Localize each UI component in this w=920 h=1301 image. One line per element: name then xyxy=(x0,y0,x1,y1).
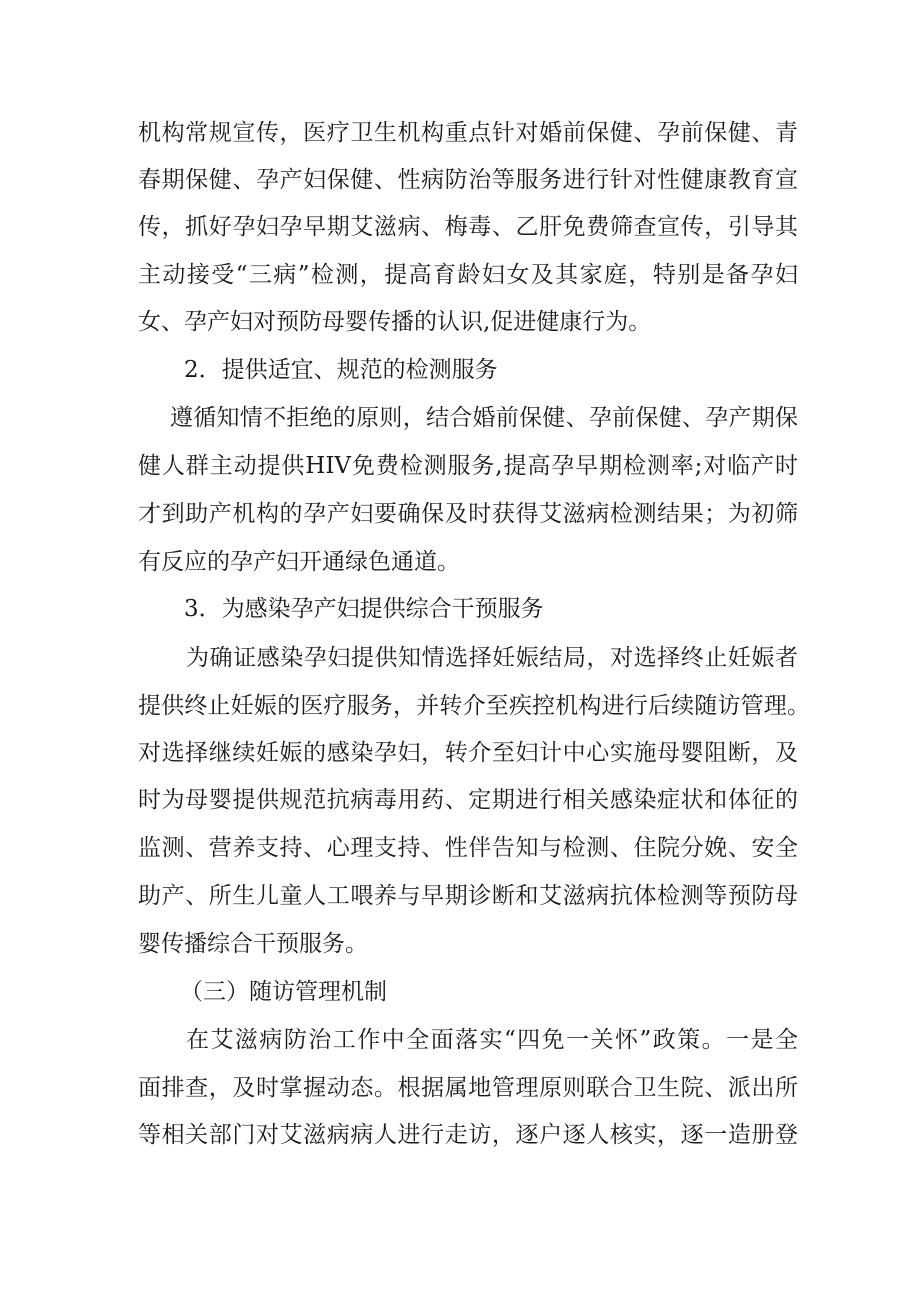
paragraph-line: 主动接受“三病”检测，提高育龄妇女及其家庭，特别是备孕妇 xyxy=(138,262,798,288)
paragraph-line: 女、孕产妇对预防母婴传播的认识,促进健康行为。 xyxy=(138,309,652,335)
paragraph-line: 监测、营养支持、心理支持、性伴告知与检测、住院分娩、安全 xyxy=(138,835,798,861)
paragraph-line: 传，抓好孕妇孕早期艾滋病、梅毒、乙肝免费筛查宣传，引导其 xyxy=(138,214,798,240)
paragraph-line: 提供终止妊娠的医疗服务，并转介至疾控机构进行后续随访管理。 xyxy=(138,693,810,719)
paragraph-line: 才到助产机构的孕产妇要确保及时获得艾滋病检测结果；为初筛 xyxy=(138,501,798,527)
paragraph-line: 健人群主动提供HIV免费检测服务,提高孕早期检测率;对临产时 xyxy=(138,453,798,479)
section-heading: 2．提供适宜、规范的检测服务 xyxy=(184,357,498,383)
paragraph-line: 时为母婴提供规范抗病毒用药、定期进行相关感染症状和体征的 xyxy=(138,787,798,813)
paragraph-line: 在艾滋病防治工作中全面落实“四免一关怀”政策。一是全 xyxy=(186,1027,798,1053)
paragraph-line: 春期保健、孕产妇保健、性病防治等服务进行针对性健康教育宣 xyxy=(138,167,798,193)
section-heading: 3．为感染孕产妇提供综合干预服务 xyxy=(184,596,544,622)
section-heading: （三）随访管理机制 xyxy=(180,979,387,1005)
paragraph-line: 等相关部门对艾滋病病人进行走访，逐户逐人核实，逐一造册登 xyxy=(138,1122,798,1148)
paragraph-line: 有反应的孕产妇开通绿色通道。 xyxy=(138,549,460,575)
paragraph-line: 遵循知情不拒绝的原则，结合婚前保健、孕前保健、孕产期保 xyxy=(170,405,798,431)
paragraph-line: 为确证感染孕妇提供知情选择妊娠结局，对选择终止妊娠者 xyxy=(186,645,798,671)
paragraph-line: 婴传播综合干预服务。 xyxy=(138,931,368,957)
paragraph-line: 助产、所生儿童人工喂养与早期诊断和艾滋病抗体检测等预防母 xyxy=(138,883,798,909)
paragraph-line: 机构常规宣传，医疗卫生机构重点针对婚前保健、孕前保健、青 xyxy=(138,120,798,146)
paragraph-line: 对选择继续妊娠的感染孕妇，转介至妇计中心实施母婴阻断，及 xyxy=(138,740,798,766)
paragraph-line: 面排查，及时掌握动态。根据属地管理原则联合卫生院、派出所 xyxy=(138,1075,798,1101)
